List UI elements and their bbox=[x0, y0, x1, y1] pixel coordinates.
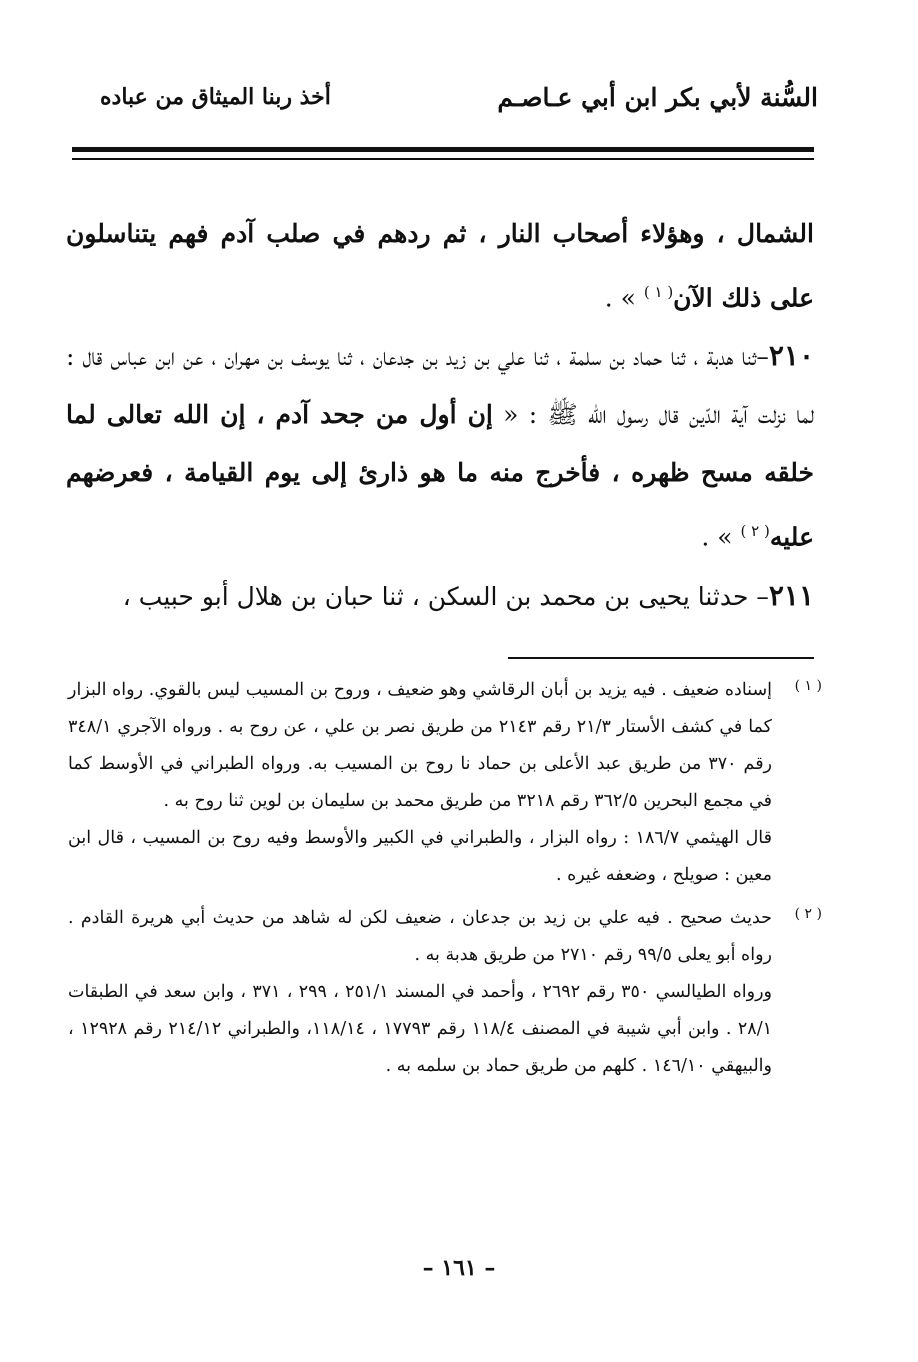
footnote-body bbox=[68, 672, 772, 894]
footnote-ref-1: ( ١ ) bbox=[643, 283, 674, 301]
footnote-marker: ( ١ ) bbox=[794, 678, 822, 694]
footnote-separator bbox=[508, 657, 814, 659]
footnote-paragraph: حديث صحيح . فيه علي بن زيد بن جدعان ، ضعيف لكن له شاهد من حديث أبي هريرة القادم . رواه أبو يعلى ٩٩/٥ رقم ٢٧١٠ من طريق هدبة به . bbox=[68, 908, 772, 965]
hadith-number-210: ٢١٠ bbox=[768, 339, 814, 373]
footnote-1 bbox=[68, 672, 822, 894]
header-rule-thin bbox=[72, 158, 814, 160]
isnad-211: – حدثنا يحيى بن محمد بن السكن ، ثنا حبان بن هلال أبو حبيب ، bbox=[122, 581, 769, 611]
matn-210: إن أول من جحد آدم ، إن الله تعالى لما خلقه مسح ظهره ، فأخرج منه ما هو ذارئ إلى يوم القيامة ، فعرضهم عليه bbox=[66, 400, 814, 552]
closing-quote: » . bbox=[701, 522, 741, 552]
paragraph-continuation bbox=[66, 205, 814, 327]
main-text bbox=[66, 205, 814, 626]
hadith-211 bbox=[66, 567, 814, 626]
hadith-210 bbox=[66, 327, 814, 566]
footnote-ref-2: ( ٢ ) bbox=[740, 522, 770, 541]
footnote-paragraph: قال الهيثمي ١٨٦/٧ : رواه البزار ، والطبراني في الكبير والأوسط وفيه روح بن المسيب ، قال ابن معين : صويلح ، وضعفه غيره . bbox=[68, 828, 772, 885]
hadith-number-211: ٢١١ bbox=[768, 578, 814, 612]
closing-quote: » . bbox=[604, 283, 644, 313]
chapter-title: أخذ ربنا الميثاق من عباده bbox=[100, 84, 331, 110]
header-rule-thick bbox=[72, 147, 814, 152]
footnote-2 bbox=[68, 900, 822, 1085]
running-header bbox=[100, 72, 818, 122]
footnote-body bbox=[68, 900, 772, 1085]
page-number: – ١٦١ – bbox=[422, 1255, 496, 1281]
isnad-210: –ثنا هدبة ، ثنا حماد بن سلمة ، ثنا علي بن زيد بن جدعان ، ثنا يوسف بن مهران ، عن ابن عباس قال : لما نزلت آية الدّين قال رسول الله ﷺ : « bbox=[66, 342, 814, 430]
book-title: السُّنة لأبي بكر ابن أبي عـاصـم bbox=[497, 82, 818, 112]
footnotes bbox=[68, 672, 822, 1085]
hadith-text: الشمال ، وهؤلاء أصحاب النار ، ثم ردهم في صلب آدم فهم يتناسلون على ذلك الآن bbox=[66, 219, 814, 313]
footnote-marker: ( ٢ ) bbox=[794, 906, 822, 922]
footnote-paragraph: إسناده ضعيف . فيه يزيد بن أبان الرقاشي وهو ضعيف ، وروح بن المسيب ليس بالقوي. رواه البزار كما في كشف الأستار ٢١/٣ رقم ٢١٤٣ من طريق نصر بن علي ، عن روح به . ورواه الآجري ٣٤٨/١ رقم ٣٧٠ من طريق عبد الأعلى بن حماد نا روح بن المسيب به. ورواه الطبراني في الأوسط كما في مجمع البحرين ٣٦٢/٥ رقم ٣٢١٨ من طريق محمد بن سليمان بن لوين ثنا روح به . bbox=[68, 680, 773, 811]
footnote-paragraph: ورواه الطيالسي ٣٥٠ رقم ٢٦٩٢ ، وأحمد في المسند ٢٥١/١ ، ٢٩٩ ، ٣٧١ ، وابن سعد في الطبقات ٢٨/١ . وابن أبي شيبة في المصنف ١١٨/٤ رقم ١٧٧٩٣ ، ١١٨/١٤، والطبراني ٢١٤/١٢ رقم ١٢٩٢٨ ، والبيهقي ١٤٦/١٠ . كلهم من طريق حماد بن سلمه به . bbox=[68, 982, 773, 1076]
